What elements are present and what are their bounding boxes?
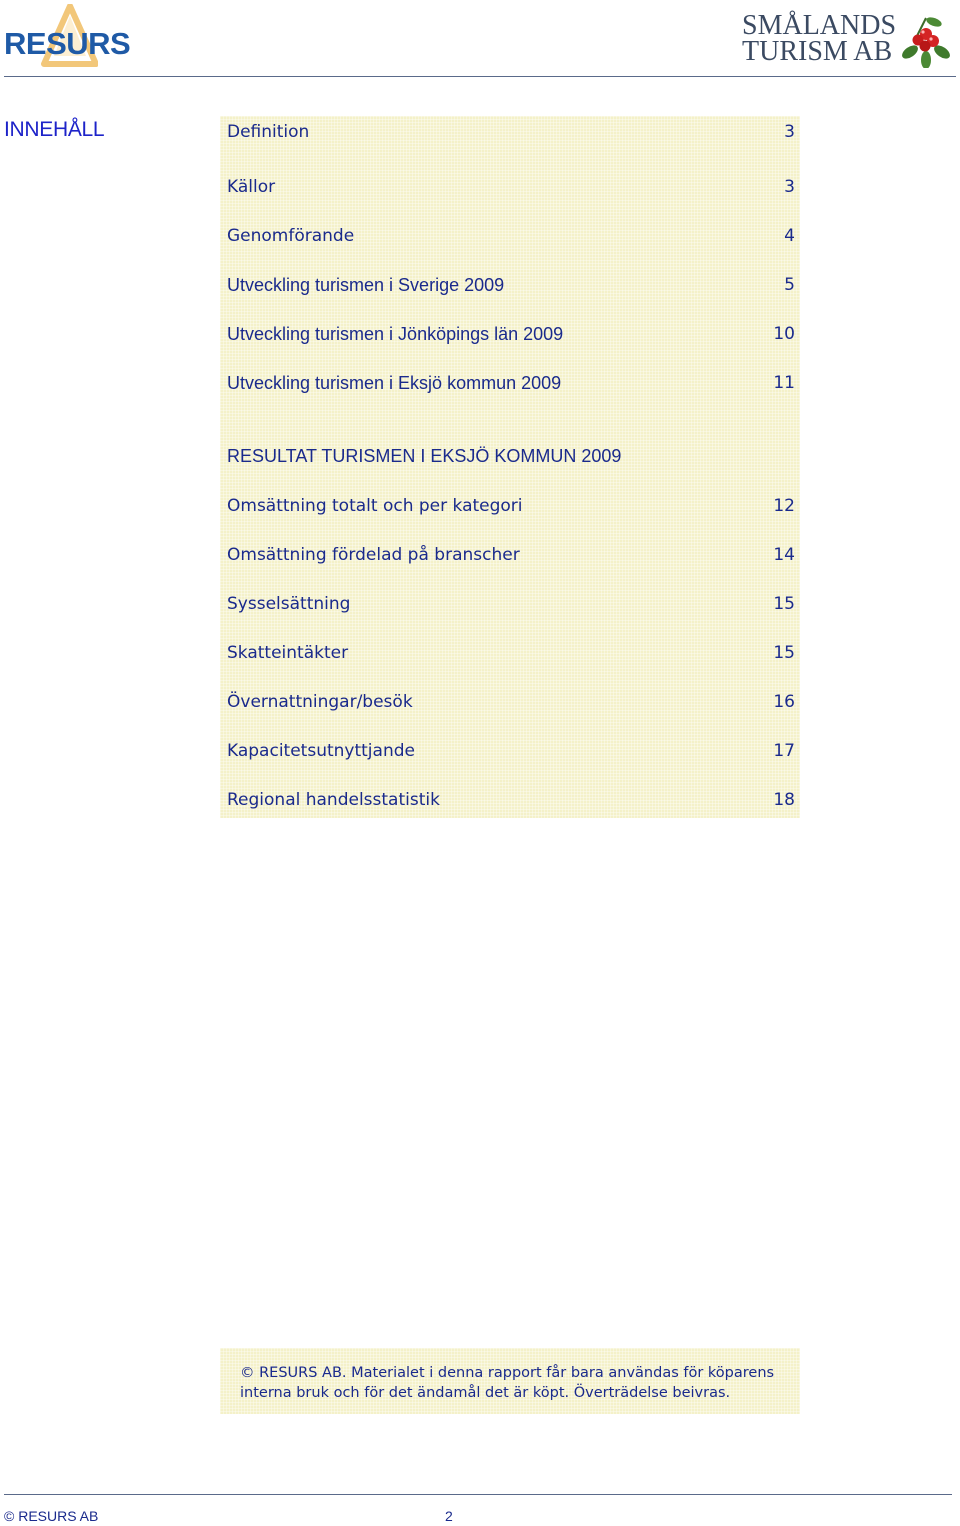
toc-item-page: 4 — [784, 226, 795, 246]
toc-item-page: 10 — [773, 324, 795, 344]
toc-section-heading[interactable] — [227, 446, 795, 470]
toc-item-page: 15 — [773, 643, 795, 663]
toc-item-label: Genomförande — [227, 226, 355, 246]
toc-item-page: 15 — [773, 594, 795, 614]
toc-item-label: Omsättning totalt och per kategori — [227, 496, 523, 516]
resurs-logo-text: RESURS — [4, 26, 131, 61]
toc-item[interactable] — [227, 790, 795, 814]
toc-item-label: Skatteintäkter — [227, 643, 349, 663]
footer-copyright: © RESURS AB — [4, 1508, 99, 1524]
header-divider — [4, 76, 956, 77]
toc-item[interactable] — [227, 692, 795, 716]
toc-item-label: Regional handelsstatistik — [227, 790, 440, 810]
toc-item-label: Utveckling turismen i Sverige 2009 — [227, 275, 505, 295]
toc-item[interactable] — [227, 177, 795, 201]
toc-item[interactable] — [227, 741, 795, 765]
toc-item-label: Kapacitetsutnyttjande — [227, 741, 415, 761]
toc-item-page: 16 — [773, 692, 795, 712]
toc-item-page: 5 — [784, 275, 795, 295]
page-number: 2 — [445, 1508, 453, 1524]
toc-item[interactable] — [227, 324, 795, 348]
toc-item-page: 17 — [773, 741, 795, 761]
smalands-turism-logo — [742, 10, 952, 70]
toc-item[interactable] — [227, 545, 795, 569]
resurs-logo — [2, 4, 131, 68]
toc-item-label: Sysselsättning — [227, 594, 351, 614]
toc-item-label: Utveckling turismen i Jönköpings län 2009 — [227, 324, 564, 344]
toc-item-page: 14 — [773, 545, 795, 565]
toc-item-page: 3 — [784, 122, 795, 142]
toc-item[interactable] — [227, 275, 795, 299]
toc-section-heading-label: RESULTAT TURISMEN I EKSJÖ KOMMUN 2009 — [227, 446, 622, 466]
toc-item-label: Omsättning fördelad på branscher — [227, 545, 520, 565]
smalands-logo-line1: SMÅLANDS — [742, 10, 897, 41]
toc-item-label: Källor — [227, 177, 276, 197]
toc-item-page: 3 — [784, 177, 795, 197]
toc-item-label: Övernattningar/besök — [227, 692, 413, 712]
toc-item[interactable] — [227, 226, 795, 250]
smalands-logo-line2: TURISM AB — [742, 36, 893, 67]
copyright-line-1: © RESURS AB. Materialet i denna rapport får bara användas för köparens — [240, 1365, 775, 1381]
toc-item[interactable] — [227, 594, 795, 618]
toc-item[interactable] — [227, 373, 795, 397]
copyright-text — [240, 1363, 790, 1403]
toc-item-label: Utveckling turismen i Eksjö kommun 2009 — [227, 373, 562, 393]
footer-divider — [4, 1494, 952, 1495]
toc-item-page: 12 — [773, 496, 795, 516]
page-header — [0, 0, 960, 78]
toc-item-page: 11 — [773, 373, 795, 393]
toc-item[interactable] — [227, 122, 795, 146]
toc-item-page: 18 — [773, 790, 795, 810]
toc-item-label: Definition — [227, 122, 310, 142]
lingonberry-icon — [900, 12, 952, 68]
copyright-notice — [220, 1348, 800, 1414]
copyright-line-2: interna bruk och för det ändamål det är köpt. Överträdelse beivras. — [240, 1385, 731, 1401]
page-title: INNEHÅLL — [4, 118, 105, 141]
toc-item[interactable] — [227, 496, 795, 520]
toc-item[interactable] — [227, 643, 795, 667]
table-of-contents — [220, 116, 800, 818]
